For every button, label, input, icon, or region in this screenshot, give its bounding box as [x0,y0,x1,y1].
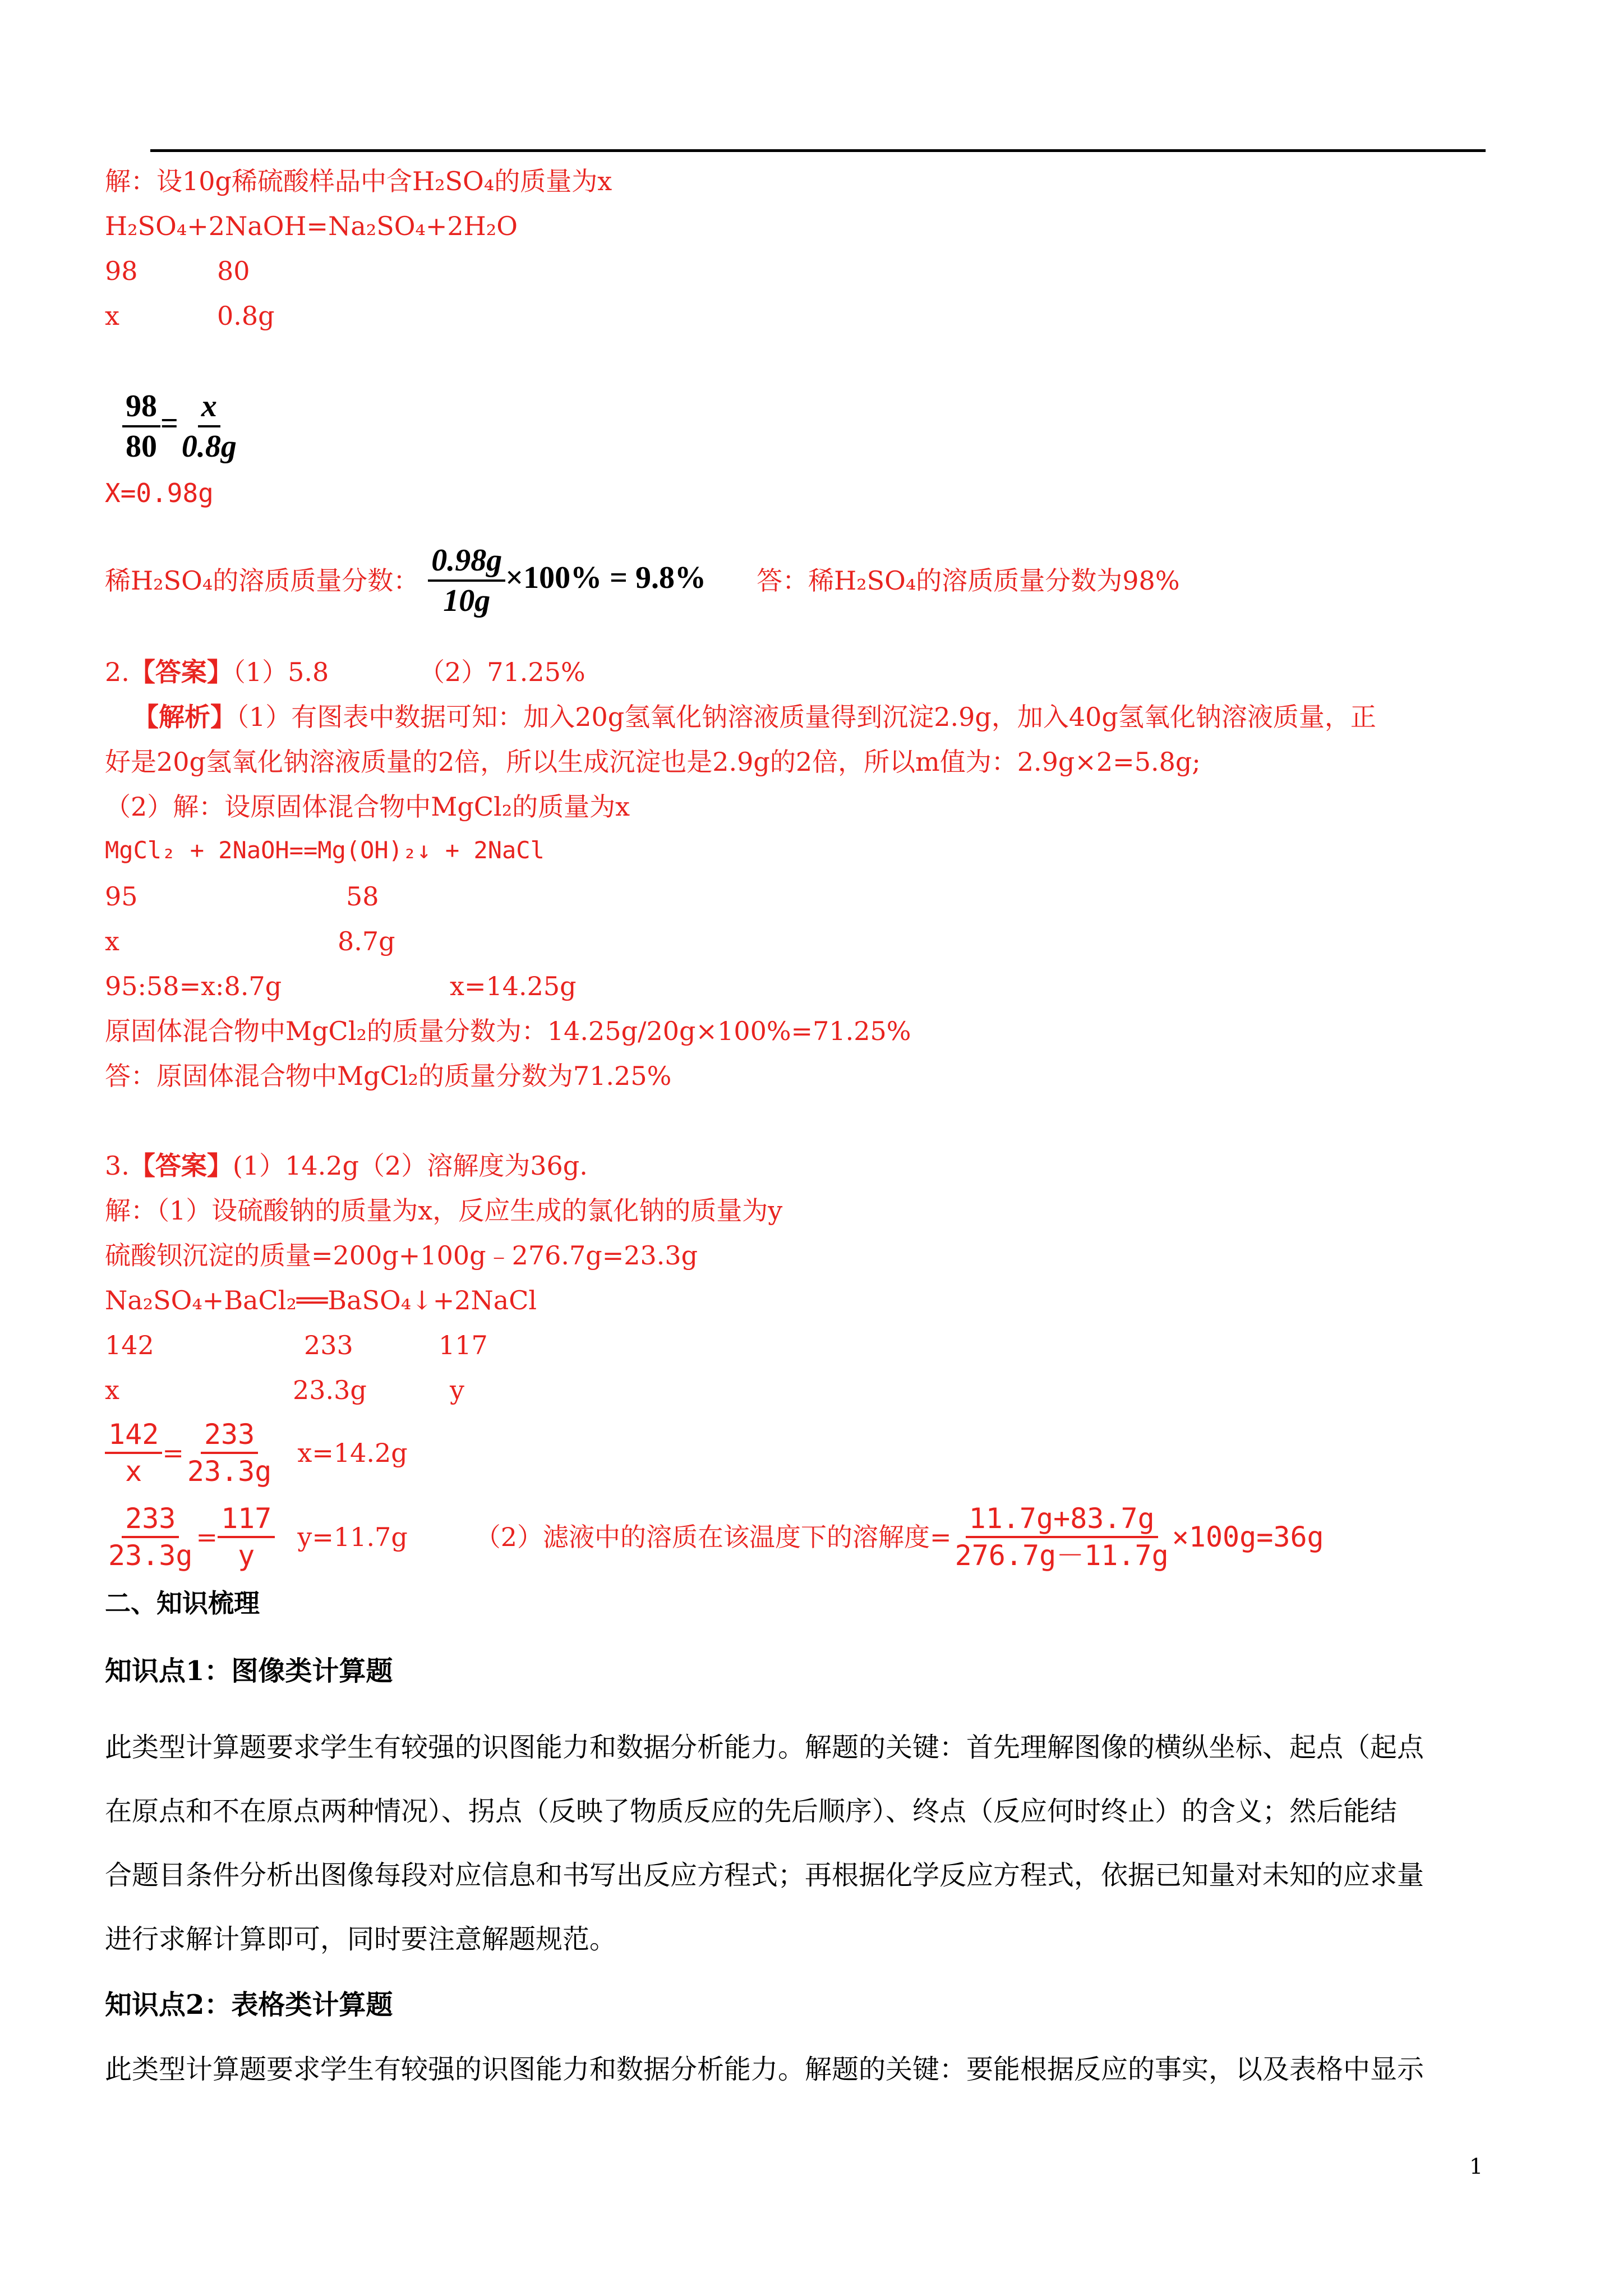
kp1-paragraph: 此类型计算题要求学生有较强的识图能力和数据分析能力。解题的关键：首先理解图像的横纵坐标、起点（起点 在原点和不在原点两种情况）、拐点（反映了物质反应的先后顺序）、终点（反应何时终止）的含义；然后能结 合题目条件分析出图像每段对应信息和书写出反应方程式；再根据化学反应方程式，依据已知量对未知的应求量 进行求解计算即可，同时要注意解题规范。 [105,1732,1424,1955]
q2-proportion-line: 95:58=x:8.7g x=14.25g [105,971,577,1001]
page-number: 1 [1469,2154,1483,2179]
s1-equation: H₂SO₄+2NaOH=Na₂SO₄+2H₂O [105,211,518,241]
s1-proportion: $\frac{98}{80}$ = $\frac{x}{0.8g}$ [107,359,240,462]
q2-fraction-line: 原固体混合物中MgCl₂的质量分数为：14.25g/20g×100%=71.25% [105,1016,911,1046]
q2-ratio-row-1: 95 58 [105,881,379,912]
q3-setup-line: 解：（1）设硫酸钠的质量为x，反应生成的氯化钠的质量为y [105,1195,783,1226]
q2-answer-header: 2.【答案】（1）5.8 （2）71.25% [105,657,585,687]
s1-ratio-row-1: 98 80 [105,256,250,286]
q3-precipitate-line: 硫酸钡沉淀的质量=200g+100g﹣276.7g=23.3g [105,1240,698,1271]
q2-analysis-line-1: 【解析】（1）有图表中数据可知：加入20g氢氧化钠溶液质量得到沉淀2.9g，加入40g氢氧化钠溶液质量，正 [133,702,1376,732]
q3-equation: Na₂SO₄+BaCl₂══BaSO₄↓+2NaCl [105,1285,537,1315]
s1-ratio-row-2: x 0.8g [105,301,275,331]
q3-proportion-x: $\frac{142}{x}$ = $\frac{233}{23.3g}$ x=14.2g [105,1414,408,1492]
kp2-paragraph: 此类型计算题要求学生有较强的识图能力和数据分析能力。解题的关键：要能根据反应的事实，以及表格中显示 [105,2054,1424,2085]
q2-equation: MgCl₂ + 2NaOH==Mg(OH)₂↓ + 2NaCl [105,836,545,864]
s1-percentage-formula: $\frac{0.98g}{10g}$ ×100% = 9.8% [428,545,706,616]
s1-line-1: 解：设10g稀硫酸样品中含H₂SO₄的质量为x [105,166,612,196]
kp1-title: 知识点1：图像类计算题 [105,1655,393,1687]
q2-setup-line: （2）解：设原固体混合物中MgCl₂的质量为x [105,792,630,822]
kp2-title: 知识点2：表格类计算题 [105,1989,393,2021]
q2-answer-line: 答：原固体混合物中MgCl₂的质量分数为71.25% [105,1061,672,1091]
q3-ratio-row-1: 142 233 117 [105,1330,488,1360]
q3-answer-header: 3.【答案】(1）14.2g（2）溶解度为36g. [105,1151,588,1181]
q2-analysis-line-2: 好是20g氢氧化钠溶液质量的2倍，所以生成沉淀也是2.9g的2倍，所以m值为：2.9g×2=5.8g; [105,747,1201,777]
s1-result: X=0.98g [105,478,214,508]
header-rule [150,149,1486,152]
q3-ratio-row-2: x 23.3g y [105,1375,464,1405]
s1-percentage-line: 稀H₂SO₄的溶质质量分数： $\frac{0.98g}{10g}$ ×100% = 9.8% 答：稀H₂SO₄的溶质质量分数为98% [105,543,1180,618]
knowledge-heading: 二、知识梳理 [105,1588,260,1618]
q2-ratio-row-2: x 8.7g [105,926,395,956]
q3-proportion-y: $\frac{233}{23.3g}$ = $\frac{117}{y}$ y=11.7g （2）滤液中的溶质在该温度下的溶解度= $\frac{11.7g+83.7g}{276.7g-11.7g}$ ×100g=36g [108,1502,1324,1572]
